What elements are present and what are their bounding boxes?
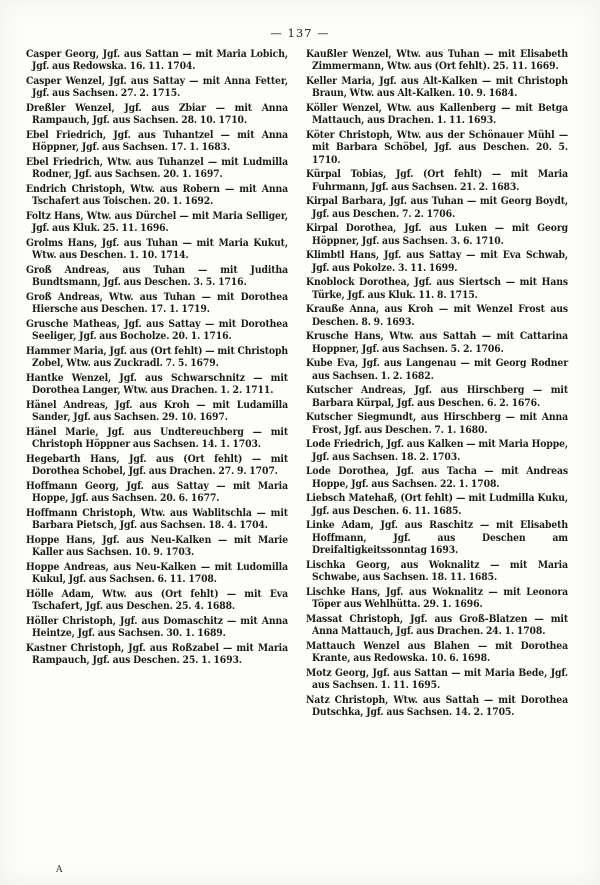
entry: Klimbtl Hans, Jgf. aus Sattay — mit Eva Schwab, Jgf. aus Pokolze. 3. 11. 1699. — [306, 249, 568, 274]
entry: Kube Eva, Jgf. aus Langenau — mit Georg Rodner aus Sachsen. 1. 2. 1682. — [306, 357, 568, 382]
entry: Casper Wenzel, Jgf. aus Sattay — mit Anna Fetter, Jgf. aus Sachsen. 27. 2. 1715. — [26, 75, 288, 100]
entry: Ebel Friedrich, Wtw. aus Tuhanzel — mit Ludmilla Rodner, Jgf. aus Sachsen. 20. 1. 1697. — [26, 156, 288, 181]
entry: Groß Andreas, Wtw. aus Tuhan — mit Dorothea Hiersche aus Deschen. 17. 1. 1719. — [26, 291, 288, 316]
entry: Kirpal Barbara, Jgf. aus Tuhan — mit Georg Boydt, Jgf. aus Deschen. 7. 2. 1706. — [306, 195, 568, 220]
entry: Dreßler Wenzel, Jgf. aus Zbiar — mit Anna Rampauch, Jgf. aus Sachsen. 28. 10. 1710. — [26, 102, 288, 127]
entry: Hänel Andreas, Jgf. aus Kroh — mit Ludamilla Sander, Jgf. aus Sachsen. 29. 10. 1697. — [26, 399, 288, 424]
entry: Kürpal Tobias, Jgf. (Ort fehlt) — mit Maria Fuhrmann, Jgf. aus Sachsen. 21. 2. 1683. — [306, 168, 568, 193]
entry: Krusche Hans, Wtw. aus Sattah — mit Cattarina Hoppner, Jgf. aus Sachsen. 5. 2. 1706. — [306, 330, 568, 355]
entry: Lischke Hans, Jgf. aus Woknalitz — mit Leonora Töper aus Wehlhütta. 29. 1. 1696. — [306, 585, 568, 611]
entry: Köller Wenzel, Wtw. aus Kallenberg — mit Betga Mattauch, aus Drachen. 1. 11. 1693. — [306, 102, 568, 127]
entry: Keller Maria, Jgf. aus Alt-Kalken — mit Christoph Braun, Wtw. aus Alt-Kalken. 10. 9. 1684. — [306, 75, 568, 100]
entry: Grolms Hans, Jgf. aus Tuhan — mit Maria Kukut, Wtw. aus Deschen. 1. 10. 1714. — [26, 237, 288, 262]
entry: Lischka Georg, aus Woknalitz — mit Maria Schwabe, aus Sachsen. 18. 11. 1685. — [306, 558, 568, 584]
entry: Lode Dorothea, Jgf. aus Tacha — mit Andreas Hoppe, Jgf. aus Sachsen. 22. 1. 1708. — [306, 465, 568, 490]
entry: Casper Georg, Jgf. aus Sattan — mit Maria Lobich, Jgf. aus Redowska. 16. 11. 1704. — [26, 48, 288, 73]
entry: Kirpal Dorothea, Jgf. aus Luken — mit Georg Höppner, Jgf. aus Sachsen. 3. 6. 1710. — [306, 222, 568, 247]
column-left — [26, 48, 288, 667]
entry: Knoblock Dorothea, Jgf. aus Siertsch — mit Hans Türke, Jgf. aus Kluk. 11. 8. 1715. — [306, 276, 568, 301]
entry: Foltz Hans, Wtw. aus Dürchel — mit Maria Selliger, Jgf. aus Kluk. 25. 11. 1696. — [26, 210, 288, 235]
entry: Ebel Friedrich, Jgf. aus Tuhantzel — mit Anna Höppner, Jgf. aus Sachsen. 17. 1. 1683. — [26, 129, 288, 154]
entry: Natz Christoph, Wtw. aus Sattah — mit Dorothea Dutschka, Jgf. aus Sachsen. 14. 2. 1705. — [306, 693, 568, 719]
entry: Kutscher Siegmundt, aus Hirschberg — mit Anna Frost, Jgf. aus Deschen. 7. 1. 1680. — [306, 411, 568, 436]
entry: Hoffmann Georg, Jgf. aus Sattay — mit Maria Hoppe, Jgf. aus Sachsen. 20. 6. 1677. — [26, 480, 288, 505]
entry: Köter Christoph, Wtw. aus der Schönauer Mühl — mit Barbara Schöbel, Jgf. aus Deschen. 20. 5. 1710. — [306, 129, 568, 166]
entry: Groß Andreas, aus Tuhan — mit Juditha Bundtsmann, Jgf. aus Deschen. 3. 5. 1716. — [26, 264, 288, 289]
entry: Mattauch Wenzel aus Blahen — mit Dorothea Krante, aus Redowska. 10. 6. 1698. — [306, 639, 568, 665]
entry: Hoppe Andreas, aus Neu-Kalken — mit Ludomilla Kukul, Jgf. aus Sachsen. 6. 11. 1708. — [26, 561, 288, 586]
entry: Hänel Marie, Jgf. aus Undtereuchberg — mit Christoph Höppner aus Sachsen. 14. 1. 1703. — [26, 426, 288, 451]
entry: Liebsch Matehaß, (Ort fehlt) — mit Ludmilla Kuku, Jgf. aus Deschen. 6. 11. 1685. — [306, 492, 568, 517]
entry: Krauße Anna, aus Kroh — mit Wenzel Frost aus Deschen. 8. 9. 1693. — [306, 303, 568, 328]
signature-mark: A — [56, 865, 63, 875]
entry: Hammer Maria, Jgf. aus (Ort fehlt) — mit Christoph Zobel, Wtw. aus Zuckradl. 7. 5. 1679. — [26, 345, 288, 370]
entry: Lode Friedrich, Jgf. aus Kalken — mit Maria Hoppe, Jgf. aus Sachsen. 18. 2. 1703. — [306, 438, 568, 463]
entry: Grusche Matheas, Jgf. aus Sattay — mit Dorothea Seeliger, Jgf. aus Bocholze. 20. 1. 1716. — [26, 318, 288, 343]
entry: Motz Georg, Jgf. aus Sattan — mit Maria Bede, Jgf. aus Sachsen. 1. 11. 1695. — [306, 666, 568, 692]
entry: Linke Adam, Jgf. aus Raschitz — mit Elisabeth Hoffmann, Jgf. aus Deschen am Dreifaltigkeitssonntag 1693. — [306, 519, 568, 557]
entry: Massat Christoph, Jgf. aus Groß-Blatzen — mit Anna Mattauch, Jgf. aus Drachen. 24. 1. 1708. — [306, 612, 568, 638]
entry: Höller Christoph, Jgf. aus Domaschitz — mit Anna Heintze, Jgf. aus Sachsen. 30. 1. 1689. — [26, 615, 288, 640]
column-right — [306, 48, 568, 719]
entry: Hölle Adam, Wtw. aus (Ort fehlt) — mit Eva Tschafert, Jgf. aus Deschen. 25. 4. 1688. — [26, 588, 288, 613]
text-columns — [0, 48, 600, 719]
entry: Hantke Wenzel, Jgf. aus Schwarschnitz — mit Dorothea Langer, Wtw. aus Drachen. 1. 2. 1711. — [26, 372, 288, 397]
entry: Kutscher Andreas, Jgf. aus Hirschberg — mit Barbara Kürpal, Jgf. aus Deschen. 6. 2. 1676. — [306, 384, 568, 409]
entry: Hoffmann Christoph, Wtw. aus Wablitschla — mit Barbara Pietsch, Jgf. aus Sachsen. 18. 4. 1704. — [26, 507, 288, 532]
entry: Kastner Christoph, Jgf. aus Roßzabel — mit Maria Rampauch, Jgf. aus Deschen. 25. 1. 1693. — [26, 642, 288, 667]
page-number: — 137 — — [270, 26, 330, 40]
entry: Endrich Christoph, Wtw. aus Robern — mit Anna Tschafert aus Toischen. 20. 1. 1692. — [26, 183, 288, 208]
entry: Hoppe Hans, Jgf. aus Neu-Kalken — mit Marie Kaller aus Sachsen. 10. 9. 1703. — [26, 534, 288, 559]
entry: Hegebarth Hans, Jgf. aus (Ort fehlt) — mit Dorothea Schobel, Jgf. aus Drachen. 27. 9. 1707. — [26, 453, 288, 478]
entry: Kaußler Wenzel, Wtw. aus Tuhan — mit Elisabeth Zimmermann, Wtw. aus (Ort fehlt). 25. 11. 1669. — [306, 48, 568, 73]
